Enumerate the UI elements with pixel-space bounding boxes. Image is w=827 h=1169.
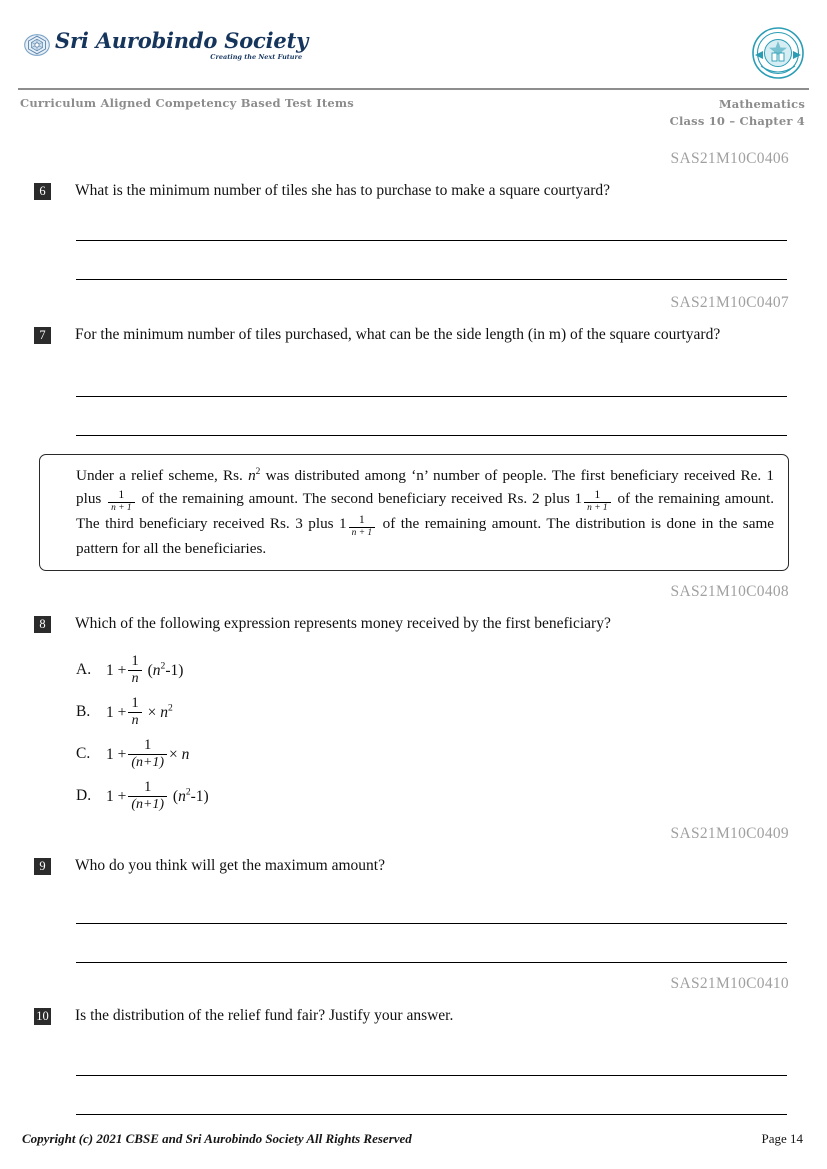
answer-line[interactable] <box>76 202 787 241</box>
option-a[interactable] <box>76 649 791 691</box>
passage-box <box>39 454 789 571</box>
option-lead: 1 + <box>106 745 127 763</box>
option-d[interactable] <box>76 775 791 817</box>
fraction-denominator: (n+1) <box>131 754 165 770</box>
option-label: A. <box>76 660 92 678</box>
question-block-8 <box>34 614 791 635</box>
copyright-text: Copyright (c) 2021 CBSE and Sri Aurobindo Society All Rights Reserved <box>22 1131 412 1146</box>
option-tail-exp: 2 <box>160 660 166 672</box>
fraction-numerator: 1 <box>128 654 141 671</box>
answer-line[interactable] <box>76 885 787 924</box>
answer-line[interactable] <box>76 1037 787 1076</box>
answer-area-6[interactable] <box>76 202 787 280</box>
question-block-9 <box>34 856 791 877</box>
option-tail-var: n <box>178 787 186 805</box>
fraction-numerator: 1 <box>584 489 610 503</box>
option-expression <box>106 738 791 770</box>
fraction-denominator: n + 1 <box>111 502 132 513</box>
society-name: Sri Aurobindo Society <box>55 28 309 53</box>
option-expression <box>106 654 791 686</box>
fraction-denominator: n <box>131 712 139 728</box>
option-tail-post: -1) <box>190 787 209 805</box>
option-fraction <box>128 780 167 812</box>
item-code: SAS21M10C0410 <box>670 974 789 992</box>
passage-part-4: of the remaining amount. The third beneficiary received Rs. 3 plus 1 <box>76 489 775 532</box>
option-expression <box>106 696 791 728</box>
passage-fraction-1 <box>108 486 134 513</box>
passage-math-n: n <box>248 466 256 484</box>
page-header <box>0 0 827 92</box>
fraction-numerator: 1 <box>108 489 134 503</box>
option-fraction <box>128 738 167 770</box>
option-label: C. <box>76 744 91 762</box>
question-number-badge: 10 <box>34 1008 51 1025</box>
option-b[interactable] <box>76 691 791 733</box>
page-number: Page 14 <box>761 1131 803 1146</box>
question-block-6 <box>34 181 791 202</box>
society-tagline: Creating the Next Future <box>210 53 303 61</box>
option-tail-pre: ( <box>172 787 179 805</box>
answer-line[interactable] <box>76 924 787 963</box>
cbse-emblem-icon <box>751 26 805 80</box>
question-number-badge: 6 <box>34 183 51 200</box>
page-footer <box>22 1131 803 1147</box>
passage-fraction-2 <box>584 486 610 513</box>
fraction-numerator: 1 <box>128 780 167 797</box>
option-fraction <box>128 654 141 686</box>
option-tail-var: n <box>181 745 190 763</box>
answer-line[interactable] <box>76 1076 787 1115</box>
question-number-badge: 7 <box>34 327 51 344</box>
option-tail-var: n <box>152 661 161 679</box>
question-text: Who do you think will get the maximum amount? <box>75 856 385 874</box>
passage-part-1: Under a relief scheme, Rs. <box>76 466 243 484</box>
header-subtitle-row <box>20 96 805 136</box>
option-lead: 1 + <box>106 703 127 721</box>
header-divider <box>18 88 809 90</box>
subject-label: Mathematics <box>718 97 805 111</box>
page-content <box>0 150 827 1099</box>
society-logo <box>24 30 308 61</box>
question-text: Which of the following expression represents money received by the first beneficiary? <box>75 615 611 632</box>
answer-area-10[interactable] <box>76 1037 787 1115</box>
passage-part-5: of the remaining amount. The distribution is done in the same pattern for all the beneficiaries. <box>76 514 775 558</box>
answer-area-9[interactable] <box>76 885 787 963</box>
item-code: SAS21M10C0408 <box>670 583 789 600</box>
item-code: SAS21M10C0407 <box>670 293 789 311</box>
option-fraction <box>128 696 141 728</box>
option-expression <box>106 780 791 812</box>
option-lead: 1 + <box>106 661 127 679</box>
option-tail-pre: × <box>147 703 161 721</box>
answer-area-7[interactable] <box>76 358 787 436</box>
fraction-numerator: 1 <box>349 514 375 528</box>
passage-fraction-3 <box>349 511 375 538</box>
answer-line[interactable] <box>76 241 787 280</box>
passage-part-3: of the remaining amount. The second beneficiary received Rs. 2 plus 1 <box>141 489 583 507</box>
option-tail-var: n <box>160 703 168 721</box>
class-chapter-label: Class 10 – Chapter 4 <box>669 113 805 128</box>
answer-line[interactable] <box>76 358 787 397</box>
passage-math-exp: 2 <box>255 466 261 477</box>
question-block-7 <box>34 325 791 346</box>
document-title: Curriculum Aligned Competency Based Test Items <box>20 96 354 110</box>
question-text: For the minimum number of tiles purchased, what can be the side length (in m) of the square courtyard? <box>75 325 721 343</box>
option-c[interactable] <box>76 733 791 775</box>
fraction-numerator: 1 <box>128 696 141 713</box>
society-emblem-icon <box>24 34 50 56</box>
question-block-10 <box>34 1006 791 1027</box>
subject-class-info <box>670 96 805 129</box>
option-label: B. <box>76 702 91 720</box>
answer-line[interactable] <box>76 397 787 436</box>
question-text: Is the distribution of the relief fund fair? Justify your answer. <box>75 1006 454 1024</box>
question-number-badge: 8 <box>34 616 51 633</box>
option-label: D. <box>76 786 92 804</box>
passage-part-2: was distributed among ‘n’ number of people. The first beneficiary received Re. 1 plus <box>76 466 775 507</box>
option-tail-post: -1) <box>165 661 184 679</box>
option-tail-pre: ( <box>147 661 153 679</box>
option-tail-exp: 2 <box>185 786 191 798</box>
item-code: SAS21M10C0406 <box>670 150 789 167</box>
fraction-denominator: n <box>131 670 139 686</box>
question-number-badge: 9 <box>34 858 51 875</box>
fraction-denominator: n + 1 <box>587 502 608 513</box>
fraction-denominator: n + 1 <box>351 527 373 538</box>
option-lead: 1 + <box>106 787 127 805</box>
options-list <box>76 649 791 817</box>
option-tail-exp: 2 <box>167 702 173 714</box>
item-code: SAS21M10C0409 <box>670 824 789 842</box>
fraction-numerator: 1 <box>128 738 167 755</box>
fraction-denominator: (n+1) <box>131 796 165 812</box>
question-text: What is the minimum number of tiles she has to purchase to make a square courtyard? <box>75 182 611 199</box>
option-tail-pre: × <box>169 745 182 763</box>
